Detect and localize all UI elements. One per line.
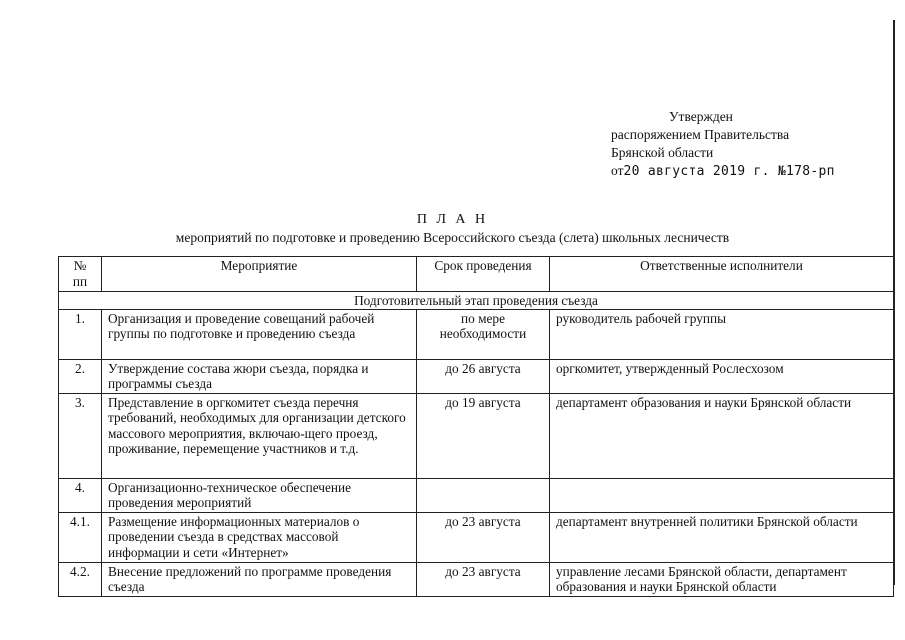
cell-responsible: департамент внутренней политики Брянской области	[550, 512, 894, 562]
approval-date	[611, 162, 835, 181]
cell-responsible: департамент образования и науки Брянской области	[550, 393, 894, 478]
approval-date-prefix: от	[611, 163, 624, 178]
cell-term: до 23 августа	[417, 512, 550, 562]
cell-term: по мере необходимости	[417, 309, 550, 359]
header-responsible: Ответственные исполнители	[550, 257, 894, 292]
cell-event: Представление в оргкомитет съезда перечня требований, необходимых для организации детского массового мероприятия, включаю-щего проезд, проживание, перемещение участников и т.д.	[102, 393, 417, 478]
header-event: Мероприятие	[102, 257, 417, 292]
cell-num: 3.	[59, 393, 102, 478]
cell-event: Размещение информационных материалов о проведении съезда в средствах массовой информации и сети «Интернет»	[102, 512, 417, 562]
cell-num: 1.	[59, 309, 102, 359]
table-row	[59, 512, 894, 562]
cell-event: Внесение предложений по программе проведения съезда	[102, 562, 417, 596]
table-header-row	[59, 257, 894, 292]
cell-event: Организация и проведение совещаний рабочей группы по подготовке и проведению съезда	[102, 309, 417, 359]
cell-term: до 19 августа	[417, 393, 550, 478]
cell-num: 4.1.	[59, 512, 102, 562]
approval-date-handwritten: 20 августа 2019 г. №178-рп	[623, 164, 835, 179]
document-title: П Л А Н	[416, 212, 489, 227]
approval-stamp	[611, 108, 835, 181]
header-num: № пп	[59, 257, 102, 292]
table-row	[59, 393, 894, 478]
cell-num: 4.	[59, 478, 102, 512]
header-term: Срок проведения	[417, 257, 550, 292]
cell-event: Утверждение состава жюри съезда, порядка и программы съезда	[102, 359, 417, 393]
stage-row	[59, 292, 894, 310]
cell-responsible: управление лесами Брянской области, департамент образования и науки Брянской области	[550, 562, 894, 596]
cell-event: Организационно-техническое обеспечение проведения мероприятий	[102, 478, 417, 512]
cell-term	[417, 478, 550, 512]
cell-responsible: руководитель рабочей группы	[550, 309, 894, 359]
approval-title: Утвержден	[669, 109, 733, 124]
approval-line-1: распоряжением Правительства	[611, 127, 790, 142]
table-row	[59, 359, 894, 393]
table-row	[59, 562, 894, 596]
table-row	[59, 478, 894, 512]
cell-responsible	[550, 478, 894, 512]
cell-term: до 26 августа	[417, 359, 550, 393]
cell-term: до 23 августа	[417, 562, 550, 596]
document-subtitle: мероприятий по подготовке и проведению Всероссийского съезда (слета) школьных лесничеств	[175, 230, 730, 245]
plan-table	[58, 256, 894, 597]
approval-line-2: Брянской области	[611, 145, 714, 160]
cell-num: 2.	[59, 359, 102, 393]
stage-label: Подготовительный этап проведения съезда	[59, 292, 894, 310]
cell-responsible: оргкомитет, утвержденный Рослесхозом	[550, 359, 894, 393]
cell-num: 4.2.	[59, 562, 102, 596]
table-row	[59, 309, 894, 359]
